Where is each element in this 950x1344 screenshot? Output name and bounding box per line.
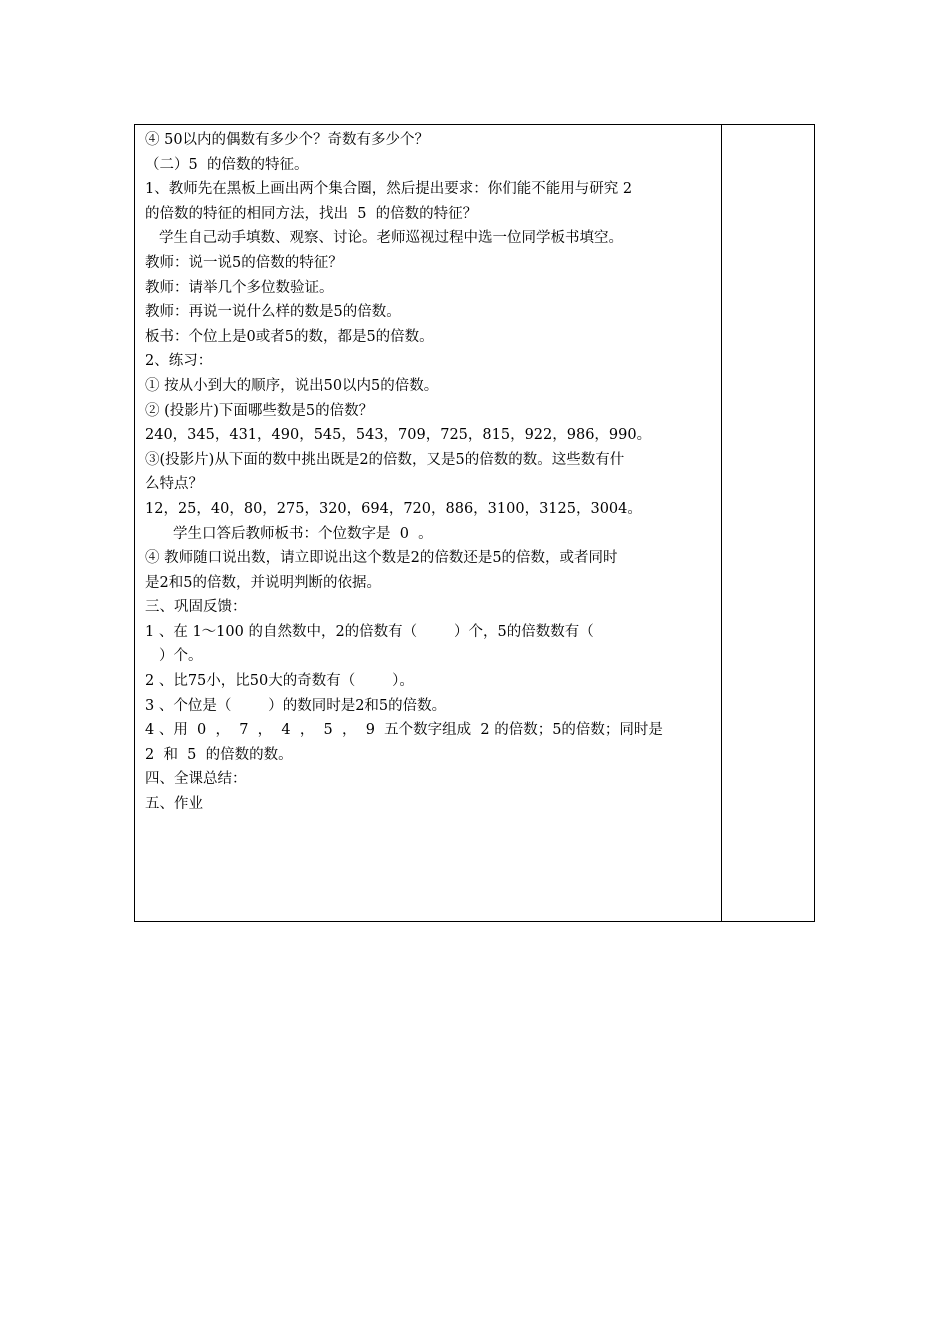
text-line: ① 按从小到大的顺序，说出50以内5的倍数。 [145, 377, 439, 394]
text-line: ③(投影片)从下面的数中挑出既是2的倍数，又是5的倍数的数。这些数有什 [145, 451, 625, 468]
text-line: 五、作业 [145, 796, 203, 813]
text-line: 教师：再说一说什么样的数是5的倍数。 [145, 304, 401, 321]
text-line: 1、教师先在黑板上画出两个集合圈，然后提出要求：你们能不能用与研究 2 [145, 181, 633, 198]
text-line: 四、全课总结： [145, 771, 247, 788]
text-line: 2 、比75小，比50大的奇数有（ ）。 [145, 673, 414, 690]
text-line: 么特点？ [145, 476, 203, 493]
text-line: 是2和5的倍数，并说明判断的依据。 [145, 574, 381, 591]
lesson-plan-table [134, 124, 815, 922]
text-line: ④ 50以内的偶数有多少个？奇数有多少个？ [145, 132, 430, 148]
text-line: （二）5 的倍数的特征。 [145, 156, 309, 173]
text-line: 2、练习： [145, 353, 213, 370]
text-line: 3 、个位是（ ）的数同时是2和5的倍数。 [145, 697, 447, 714]
text-line: 4 、用 0 ， 7 ， 4 ， 5 ， 9 五个数字组成 2 的倍数；5的倍数；同时是 [145, 722, 663, 739]
text-line: 学生口答后教师板书：个位数字是 0 。 [173, 525, 433, 542]
notes-column-divider [721, 125, 722, 921]
text-line: ② (投影片)下面哪些数是5的倍数？ [145, 402, 374, 419]
text-line: 的倍数的特征的相同方法，找出 5 的倍数的特征？ [145, 205, 478, 222]
text-line: 教师：请举几个多位数验证。 [145, 279, 334, 296]
text-line: 240，345，431，490，545，543，709，725，815，922，986，990。 [145, 427, 652, 444]
lesson-content [145, 128, 715, 817]
text-line: 板书：个位上是0或者5的数，都是5的倍数。 [145, 328, 434, 345]
text-line: 三、巩固反馈： [145, 599, 247, 616]
text-line: 12，25，40，80，275，320，694，720，886，3100，3125，3004。 [145, 500, 642, 517]
text-line: 1 、在 1～100 的自然数中，2的倍数有（ ）个，5的倍数数有（ [145, 623, 594, 640]
text-line: 学生自己动手填数、观察、讨论。老师巡视过程中选一位同学板书填空。 [159, 230, 623, 247]
text-line: 教师：说一说5的倍数的特征？ [145, 254, 343, 271]
text-line: ）个。 [159, 648, 203, 665]
text-line: 2 和 5 的倍数的数。 [145, 746, 293, 763]
text-line: ④ 教师随口说出数，请立即说出这个数是2的倍数还是5的倍数，或者同时 [145, 550, 618, 567]
